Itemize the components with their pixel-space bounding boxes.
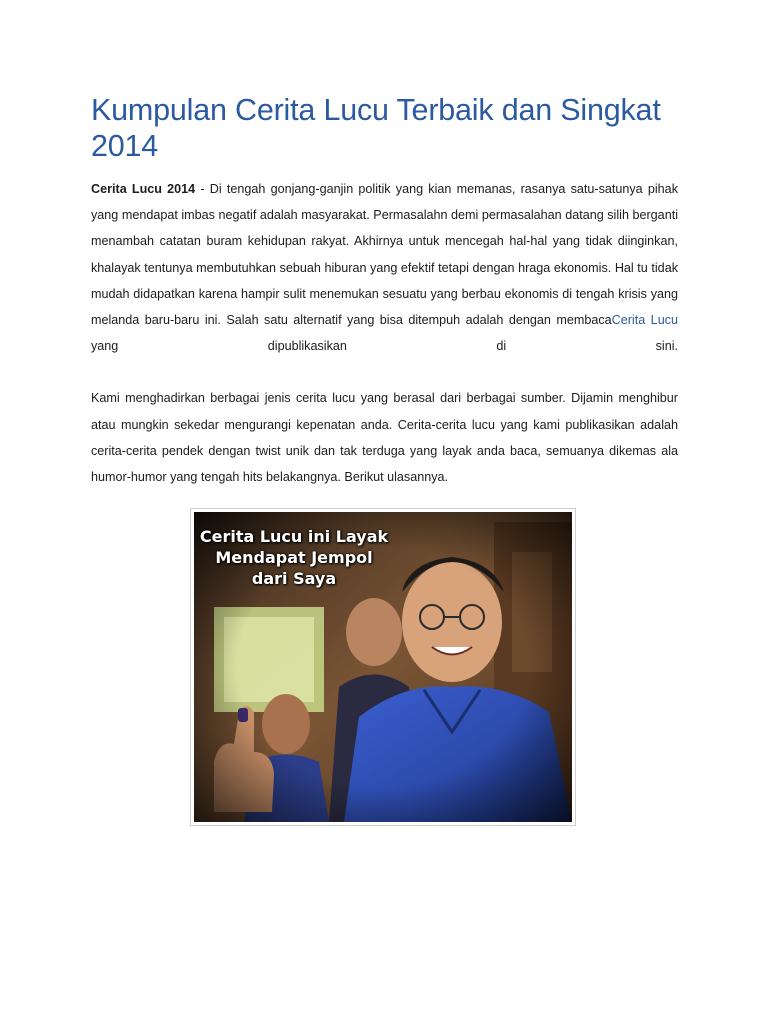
caption-line-2: Mendapat Jempol [215,548,373,567]
caption-line-3: dari Saya [251,569,337,588]
article [91,92,678,490]
paragraph-intro [91,176,678,359]
paragraph-second: Kami menghadirkan berbagai jenis cerita lucu yang berasal dari berbagai sumber. Dijamin menghibur atau mungkin sekedar mengurangi kepenatan anda. Cerita-cerita lucu yang kami publikasikan adalah cerita-cerita pendek dengan twist unik dan tak terduga yang layak anda baca, semuanya dikemas ala humor-humor yang tengah hits belakangnya. Berikut ulasannya. [91,391,678,485]
article-title: Kumpulan Cerita Lucu Terbaik dan Singkat 2014 [91,93,661,163]
caption-line-1: Cerita Lucu ini Layak [199,527,389,546]
image-caption [194,526,394,589]
article-image-frame [190,508,576,826]
lead-keyword: Cerita Lucu 2014 [91,182,196,196]
article-image [194,512,572,822]
intro-text-end: yang dipublikasikan di sini. [91,339,678,354]
cerita-lucu-link[interactable]: Cerita Lucu [611,313,678,328]
intro-text: - Di tengah gonjang-ganjin politik yang kian memanas, rasanya satu-satunya pihak yang mendapat imbas negatif adalah masyarakat. Permasalahn demi permasalahan datang silih berganti menambah catatan buram kehidupan rakyat. Akhirnya untuk mencegah hal-hal yang tidak diinginkan, khalayak tentunya membutuhkan sebuah hiburan yang efektif tetapi dengan hraga ekonomis. Hal tu tidak mudah didapatkan karena hampir sulit menemukan sesuatu yang berbau ekonomis di tengah krisis yang melanda baru-baru ini. Salah satu alternatif yang bisa ditempuh adalah dengan membaca [91,182,678,328]
